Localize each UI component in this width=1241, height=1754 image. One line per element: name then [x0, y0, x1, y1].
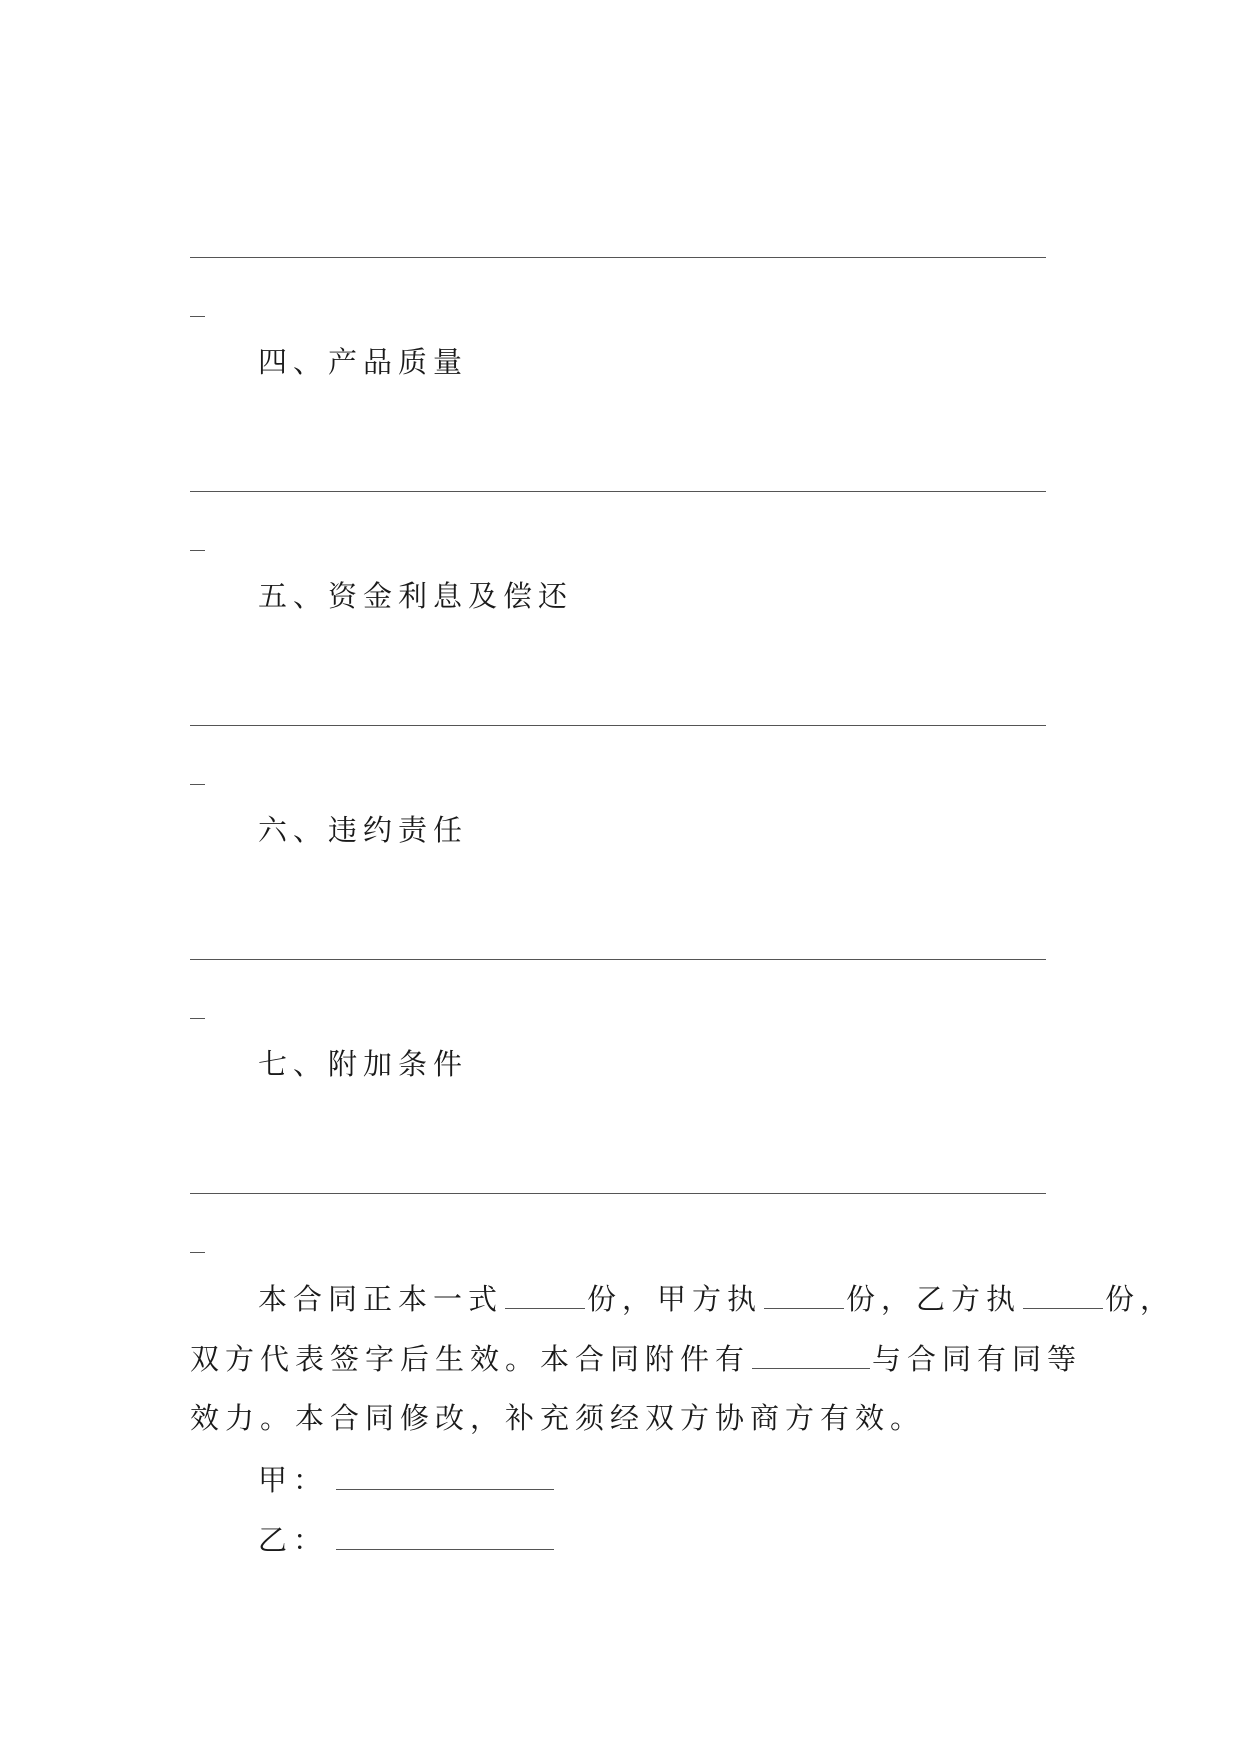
- closing-text: 份，乙方执: [846, 1282, 1022, 1316]
- closing-text: 与合同有同等: [872, 1342, 1083, 1376]
- section-heading-funds-interest: 五、资金利息及偿还: [258, 579, 574, 613]
- signature-party-b: [258, 1519, 554, 1560]
- party-b-label: 乙：: [258, 1523, 329, 1557]
- closing-text: 本合同正本一式: [258, 1282, 504, 1316]
- section-heading-product-quality: 四、产品质量: [258, 345, 469, 379]
- fill-in-line-tail: [190, 550, 205, 551]
- closing-text: 份，: [1105, 1282, 1176, 1316]
- closing-text: 份，甲方执: [587, 1282, 763, 1316]
- fill-in-line: [190, 959, 1046, 960]
- fill-in-line: [190, 491, 1046, 492]
- section-heading-liability: 六、违约责任: [258, 813, 469, 847]
- attachments-blank[interactable]: [752, 1338, 870, 1369]
- fill-in-line: [190, 1193, 1046, 1194]
- signature-party-a: [258, 1459, 554, 1500]
- copies-party-b-blank[interactable]: [1023, 1278, 1103, 1309]
- fill-in-line: [190, 725, 1046, 726]
- fill-in-line: [190, 257, 1046, 258]
- party-a-signature-blank[interactable]: [336, 1459, 554, 1490]
- party-a-label: 甲：: [258, 1463, 329, 1497]
- fill-in-line-tail: [190, 1018, 205, 1019]
- fill-in-line-tail: [190, 1252, 205, 1253]
- party-b-signature-blank[interactable]: [336, 1519, 554, 1550]
- closing-paragraph-line-3: 效力。本合同修改，补充须经双方协商方有效。: [190, 1401, 926, 1435]
- fill-in-line-tail: [190, 316, 205, 317]
- section-heading-additional-terms: 七、附加条件: [258, 1047, 469, 1081]
- fill-in-line-tail: [190, 784, 205, 785]
- closing-text: 双方代表签字后生效。本合同附件有: [190, 1342, 751, 1376]
- closing-paragraph-line-2: [190, 1338, 1082, 1379]
- copies-party-a-blank[interactable]: [764, 1278, 844, 1309]
- closing-paragraph-line-1: [258, 1278, 1175, 1319]
- copies-total-blank[interactable]: [505, 1278, 585, 1309]
